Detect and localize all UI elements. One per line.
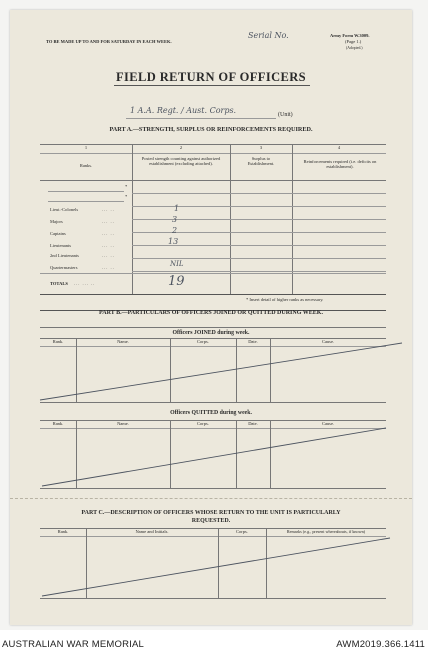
part-c-heading-line1: PART C.—DESCRIPTION OF OFFICERS WHOSE RETURN TO THE UNIT IS PARTICULARLY bbox=[81, 510, 341, 516]
col-header-reinforcements: Reinforcements required (i.e. deficits on establishment). bbox=[303, 159, 377, 169]
footer-institution: AUSTRALIAN WAR MEMORIAL bbox=[2, 639, 145, 650]
part-c-col-name: Name and Initials. bbox=[135, 529, 169, 534]
quitted-col-date: Date. bbox=[248, 421, 258, 426]
form-paper: TO BE MADE UP TO AND FOR SATURDAY IN EACH WEEK. Serial No. Army Form W.3009. (Page 1.) (Adopted.) FIELD RETURN OF OFFICERS 1 A.A. Regt. / Aust. Corps. (Unit) PART A.—STRENGTH, SURPLUS OR REINFORCEMENTS REQUIRED. 1 2 3 4 Ranks. Posted strength counting against authorized establishment (excluding attached). Surplus to Establishment. Reinforcements required (i.e. deficits on establishment). * * Lieut.-Colonels ... .. 1 Majors ... .. 3 Captains ... .. 2 Lieutenants ... .. 13 2nd Lieutenants ... .. Quartermasters ... .. NIL TOTALS ... ... .. 19 * Insert detail of higher ranks as necessary. PART B.—PARTICULARS OF OFFICERS JOINED OR QUITTED DURING WEEK. Officers JOINED during week. Rank. Name. Corps. Date. Cause. Officers QUITTED during week. Rank. Name. Corps. Date. Cause. PART C.—DESCRIPTION OF OFFICERS WHOSE RETURN TO THE UNIT IS PARTICULARLY REQUESTED. Rank. Name and Initials. Corps. Remarks (e.g., present whereabouts, if known) bbox=[10, 10, 412, 625]
adopted-note: (Adopted.) bbox=[346, 46, 363, 50]
quitted-col-corps: Corps. bbox=[197, 421, 209, 426]
handwritten-serial: Serial No. bbox=[248, 31, 289, 40]
posted-value: 13 bbox=[168, 237, 179, 246]
footer-accession-number: AWM2019.366.1411 bbox=[336, 639, 425, 650]
joined-col-cause: Cause. bbox=[321, 339, 335, 344]
col-number-2: 2 bbox=[179, 145, 183, 150]
asterisk-2: * bbox=[125, 194, 128, 199]
unit-handwritten: 1 A.A. Regt. / Aust. Corps. bbox=[130, 106, 237, 115]
quitted-title: Officers QUITTED during week. bbox=[170, 410, 252, 416]
joined-col-name: Name. bbox=[117, 339, 129, 344]
part-a-heading: PART A.—STRENGTH, SURPLUS OR REINFORCEMENTS REQUIRED. bbox=[109, 126, 313, 133]
part-c-col-corps: Corps. bbox=[236, 529, 248, 534]
posted-value: 1 bbox=[174, 204, 180, 213]
col-number-1: 1 bbox=[84, 145, 88, 150]
quitted-col-rank: Rank. bbox=[52, 421, 64, 426]
joined-col-rank: Rank. bbox=[52, 339, 64, 344]
joined-col-corps: Corps. bbox=[197, 339, 209, 344]
part-a-footnote: * Insert detail of higher ranks as necessary. bbox=[246, 297, 324, 302]
unit-label: (Unit) bbox=[278, 112, 293, 118]
col-number-3: 3 bbox=[259, 145, 263, 150]
col-header-surplus: Surplus to Establishment. bbox=[247, 156, 275, 166]
col-header-ranks: Ranks. bbox=[79, 163, 93, 168]
page-title: FIELD RETURN OF OFFICERS bbox=[115, 70, 307, 84]
quitted-col-cause: Cause. bbox=[321, 421, 335, 426]
army-form-number: Army Form W.3009. bbox=[330, 33, 370, 38]
joined-col-date: Date. bbox=[248, 339, 258, 344]
totals-value: 19 bbox=[168, 274, 185, 289]
archive-footer bbox=[0, 630, 428, 653]
part-c-col-remarks: Remarks (e.g., present whereabouts, if known) bbox=[286, 529, 366, 534]
col-header-posted: Posted strength counting against authorized establishment (excluding attached). bbox=[141, 156, 221, 166]
col-number-4: 4 bbox=[337, 145, 341, 150]
quitted-col-name: Name. bbox=[117, 421, 129, 426]
joined-title: Officers JOINED during week. bbox=[172, 330, 250, 336]
part-c-col-rank: Rank. bbox=[57, 529, 69, 534]
part-c-heading-line2: REQUESTED. bbox=[191, 518, 231, 524]
posted-value: NIL bbox=[170, 260, 184, 268]
header-instruction: TO BE MADE UP TO AND FOR SATURDAY IN EACH WEEK. bbox=[46, 39, 172, 44]
page-number: (Page 1.) bbox=[345, 39, 362, 44]
posted-value: 3 bbox=[172, 215, 178, 224]
part-c-strike-line bbox=[10, 10, 412, 625]
totals-label: TOTALS bbox=[50, 281, 68, 286]
part-b-heading: PART B.—PARTICULARS OF OFFICERS JOINED OR QUITTED DURING WEEK. bbox=[99, 310, 323, 316]
asterisk-1: * bbox=[125, 184, 128, 189]
posted-value: 2 bbox=[172, 226, 178, 235]
